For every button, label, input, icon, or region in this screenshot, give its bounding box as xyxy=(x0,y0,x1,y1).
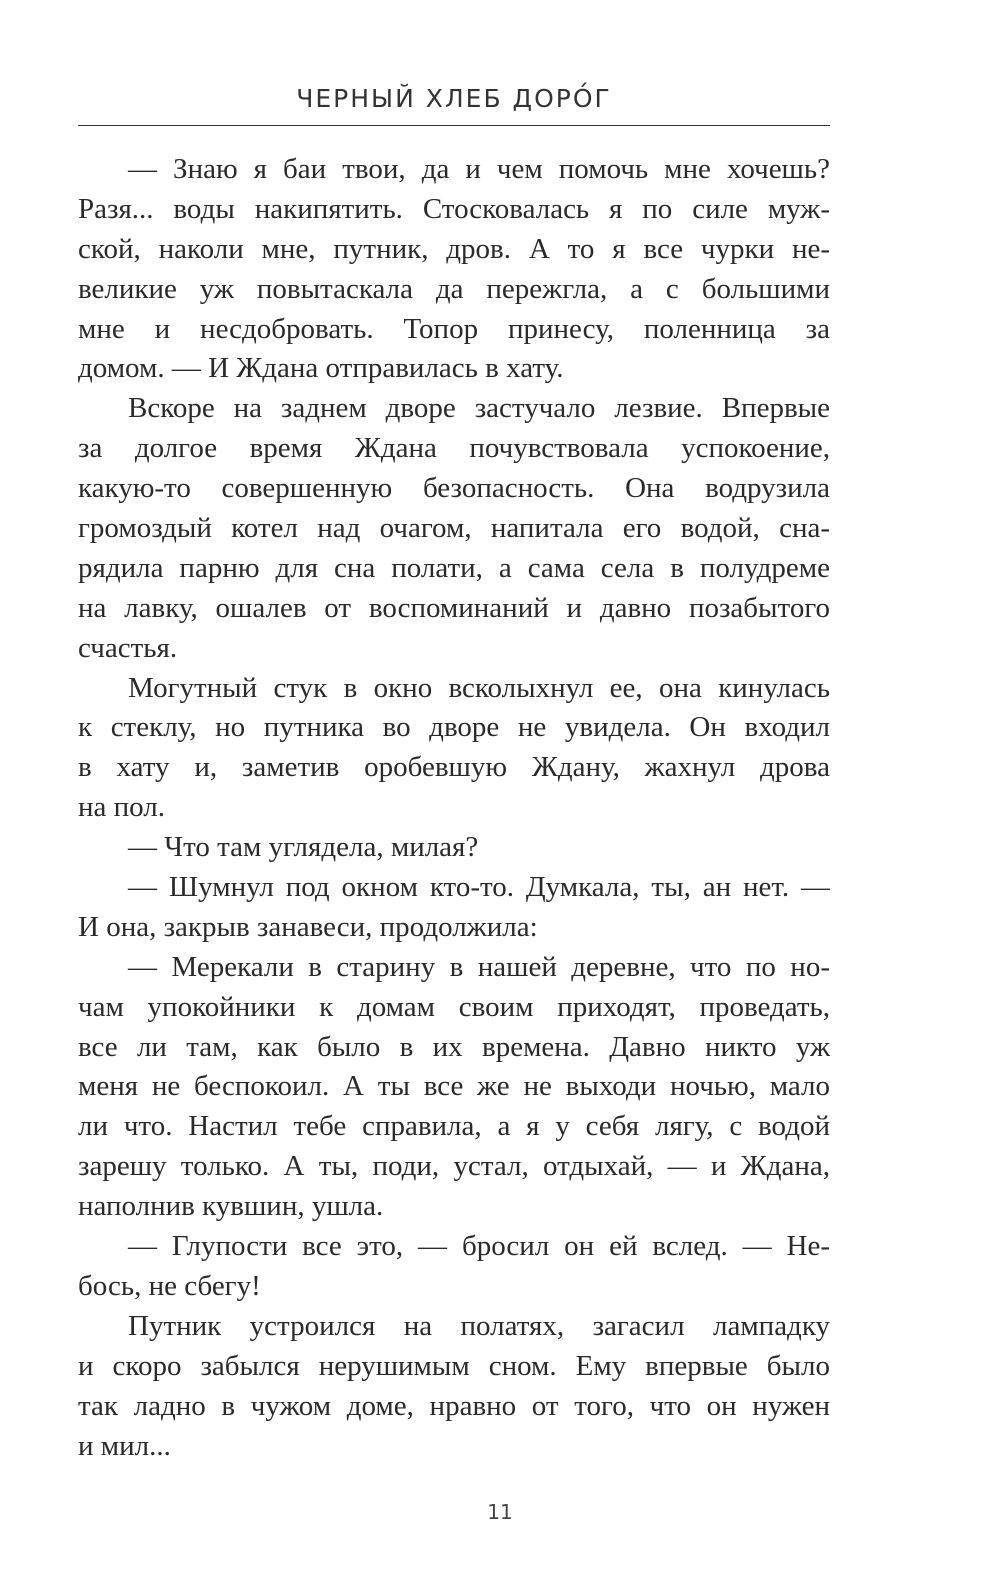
text-line: к стеклу, но путника во дворе не увидела. Он входил xyxy=(78,711,830,744)
text-line: рядила парню для сна полати, а сама села в полудреме xyxy=(78,551,830,584)
text-line: бось, не сбегу! xyxy=(78,1269,261,1302)
text-line: Могутный стук в окно всколыхнул ее, она кинулась xyxy=(128,671,830,704)
text-line: в хату и, заметив оробевшую Ждану, жахнул дрова xyxy=(78,751,830,784)
text-line: — Что там углядела, милая? xyxy=(128,831,479,864)
text-line: И она, закрыв занавеси, продолжила: xyxy=(78,910,538,943)
text-line: великие уж повытаскала да пережгла, а с большими xyxy=(78,272,830,305)
text-line: Вскоре на заднем дворе застучало лезвие. Впервые xyxy=(128,392,830,425)
text-line: ли что. Настил тебе справила, а я у себя лягу, с водой xyxy=(78,1110,830,1143)
text-line: чам упокойники к домам своим приходят, проведать, xyxy=(78,990,830,1023)
running-head: ЧЕРНЫЙ ХЛЕБ ДОРО́Г xyxy=(296,84,612,113)
text-line: и скоро забылся нерушимым сном. Ему впервые было xyxy=(78,1349,830,1382)
page-number: 11 xyxy=(487,1500,513,1524)
text-line: наполнив кувшин, ушла. xyxy=(78,1190,384,1223)
text-line: на лавку, ошалев от воспоминаний и давно позабытого xyxy=(78,591,830,624)
header-rule xyxy=(78,125,830,126)
text-line: так ладно в чужом доме, нравно от того, что он нужен xyxy=(78,1389,830,1422)
text-line: — Шумнул под окном кто-то. Думкала, ты, ан нет. — xyxy=(128,871,830,904)
text-line: домом. — И Ждана отправилась в хату. xyxy=(78,352,564,385)
text-line: ской, наколи мне, путник, дров. А то я все чурки не- xyxy=(78,232,830,265)
text-line: громоздый котел над очагом, напитала его водой, сна- xyxy=(78,512,830,545)
text-line: и мил... xyxy=(78,1429,171,1462)
text-line: зарешу только. А ты, поди, устал, отдыхай, — и Ждана, xyxy=(78,1150,830,1183)
text-line: — Глупости все это, — бросил он ей вслед. — Не- xyxy=(128,1230,830,1263)
text-line: мне и несдобровать. Топор принесу, поленница за xyxy=(78,312,830,345)
text-line: — Мерекали в старину в нашей деревне, что по но- xyxy=(128,950,830,983)
body-text xyxy=(78,150,830,1466)
text-line: меня не беспокоил. А ты все же не выходи ночью, мало xyxy=(78,1070,830,1103)
text-line: Путник устроился на полатях, загасил лампадку xyxy=(128,1309,830,1342)
text-line: Разя... воды накипятить. Стосковалась я по силе муж- xyxy=(78,192,830,225)
text-line: все ли там, как было в их времена. Давно никто уж xyxy=(78,1030,830,1063)
text-line: за долгое время Ждана почувствовала успокоение, xyxy=(78,432,830,465)
text-line: — Знаю я баи твои, да и чем помочь мне хочешь? xyxy=(128,153,830,185)
text-line: какую-то совершенную безопасность. Она водрузила xyxy=(78,472,830,505)
text-line: счастья. xyxy=(78,631,178,664)
text-line: на пол. xyxy=(78,791,165,824)
